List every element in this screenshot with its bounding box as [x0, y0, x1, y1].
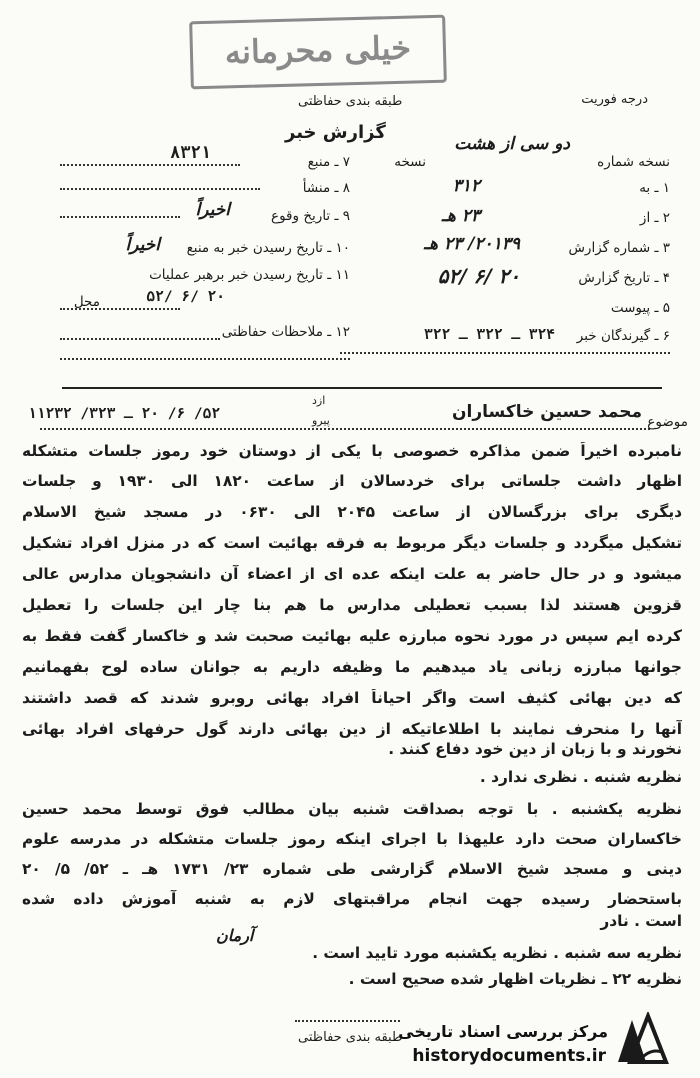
copies-label-suffix: نسخه: [394, 154, 426, 170]
body-line: تشکیل میگردد و جلسات دیگر مربوط به فرقه بهائیت است که در منزل افراد تشکیل: [22, 534, 682, 552]
dotted-line: [60, 216, 180, 218]
field-from: [340, 206, 670, 232]
field-label-occurrence: ۹ ـ تاریخ وقوع: [271, 208, 350, 224]
dotted-line: [60, 164, 240, 166]
field-value-occurrence: اخیراً: [195, 200, 230, 220]
opinion-line: نظریه یکشنبه . با توجه بصداقت شنبه بیان مطالب فوق توسط محمد حسین: [22, 800, 682, 818]
body-line: نخورند و با زبان از دین خود دفاع کنند .: [388, 740, 682, 758]
archive-name: مرکز بررسی اسناد تاریخی: [398, 1022, 608, 1041]
body-line: کرده ایم سپس در مورد نحوه مبارزه علیه بهائیت صحبت شد و خاکسار گفت فقط به: [22, 627, 682, 645]
copies-handwritten: دو سی از هشت: [454, 134, 570, 154]
field-value: ۵۲/ ۶/ ۲۰: [437, 264, 520, 288]
opinion-line: نظریه سه شنبه . نظریه یکشنبه مورد تایید است .: [312, 944, 682, 962]
body-line: دیگری برای بزرگسالان از ساعت ۲۰۴۵ الی ۰۶۳۰ در مسجد شیخ الاسلام: [22, 503, 682, 521]
page-title: گزارش خبر: [285, 122, 386, 143]
dotted-line: [60, 338, 220, 340]
field-label: ۱ ـ به: [639, 180, 670, 196]
opinion-line: باستحضار رسیده جهت انجام مراقبتهای لازم به شنبه آموزش داده شده: [22, 890, 682, 908]
dotted-line: [340, 352, 670, 354]
field-value: ۳۲۴ ـ ۳۲۲ ـ ۳۲۲: [423, 327, 555, 343]
opinion-line: نظریه ۲۲ ـ نظریات اظهار شده صحیح است .: [348, 970, 682, 988]
field-label: ۶ ـ گیرندگان خبر: [576, 328, 670, 344]
field-label: ۲ ـ از: [639, 210, 670, 226]
field-value: ۲۳ هـ: [441, 206, 480, 226]
stamp-text: خیلی محرمانه: [224, 28, 412, 72]
field-attachment: [340, 296, 670, 322]
field-label: ۵ ـ پیوست: [610, 300, 670, 316]
field-label-security: ۱۲ ـ ملاحظات حفاظتی: [221, 324, 350, 340]
field-label-source: ۷ ـ منبع: [307, 154, 350, 170]
body-line: اظهار داشت جلساتی برای خردسالان از ساعت ۱۸۲۰ الی ۱۹۳۰ و جلسات: [22, 472, 682, 490]
field-value-received: اخیراً: [125, 235, 160, 255]
dotted-line: [60, 308, 180, 310]
field-report-number: [340, 236, 670, 262]
footer-classification-label: طبقه بندی حفاظتی: [298, 1030, 403, 1045]
separator-rule: [62, 387, 662, 389]
field-report-date: [340, 266, 670, 292]
field-to: [340, 176, 670, 202]
left-fields: [60, 148, 350, 368]
body-line: نامبرده اخیراً ضمن مذاکره خصوصی با یکی از دوستان خود رموز جلسات متشکله: [22, 442, 682, 460]
subject-code: ۵۲/ ۶/ ۲۰ ـ ۳۲۳/ ۱۱۲۳۲: [28, 406, 221, 422]
archive-logo-icon: [610, 1012, 672, 1070]
opinion-line: خاکساران صحت دارد علیهذا با اجرای اینکه رموز جلسات متشکله در مدرسه علوم: [22, 830, 682, 848]
classification-label: طبقه بندی حفاظتی: [298, 94, 403, 109]
handwritten-initials: آرمان: [216, 926, 254, 945]
body-line: میشود و در حال حاضر به علت اینکه عده ای از اعضاء آن دانشجویان مدارس عالی: [22, 565, 682, 583]
report-number-top: ۸۳۲۱: [170, 143, 211, 163]
archive-website[interactable]: historydocuments.ir: [412, 1046, 606, 1066]
field-label-ops-date: ۱۱ ـ تاریخ رسیدن خبر برهبر عملیات: [149, 267, 350, 283]
confidential-stamp: [189, 15, 447, 90]
field-label: ۴ ـ تاریخ گزارش: [578, 270, 670, 286]
subject-label: موضوع: [647, 414, 688, 430]
opinion-line: دینی و مسجد شیخ الاسلام گزارشی طی شماره ۲۳/ ۱۷۳۱ هـ ـ ۵۲/ ۵/ ۲۰: [22, 860, 682, 878]
copies-row: [370, 134, 670, 176]
field-label-origin: ۸ ـ منشأ: [302, 180, 350, 196]
body-line: آنها را منحرف نمایند با اطلاعاتیکه از دین بهائی دارند گول حرفهای افراد بهائی: [22, 720, 682, 738]
subject-name: محمد حسین خاکساران: [452, 402, 642, 422]
opinion-line: است . نادر: [600, 912, 682, 930]
opinion-line: نظریه شنبه . نظری ندارد .: [479, 768, 682, 786]
field-value: ۲۰۱۳۹/ ۲۳ هـ: [424, 234, 520, 254]
field-recipients: [340, 324, 670, 350]
body-line: جوانها مبارزه زبانی یاد میدهیم ما وظیفه داریم به جوانان ساده لوح بفهمانیم: [22, 658, 682, 676]
subject-note-bottom: پیرو: [312, 414, 330, 427]
field-value: ۳۱۲: [452, 176, 480, 196]
subject-row: [28, 394, 688, 430]
field-label-place: محل: [73, 294, 100, 310]
priority-label: درجه فوریت: [581, 92, 648, 107]
field-value-place: ۵۲/ ۶/ ۲۰: [146, 289, 225, 305]
dotted-line: [60, 358, 350, 360]
subject-note-top: ازد: [312, 394, 326, 407]
dotted-line: [295, 1020, 400, 1022]
body-line: قزوین هستند لذا بسبب تعطیلی مدارس ما هم بنا چار این جلسات را تعطیل: [22, 596, 682, 614]
copies-label-prefix: نسخه شماره: [597, 154, 670, 170]
field-label-received: ۱۰ ـ تاریخ رسیدن خبر به منبع: [186, 240, 350, 256]
dotted-line: [60, 188, 260, 190]
field-label: ۳ ـ شماره گزارش: [568, 240, 670, 256]
body-line: که دین بهائی کثیف است واگر احیاناً افراد بهائی روبرو شدند که قصد داشتند: [22, 689, 682, 707]
